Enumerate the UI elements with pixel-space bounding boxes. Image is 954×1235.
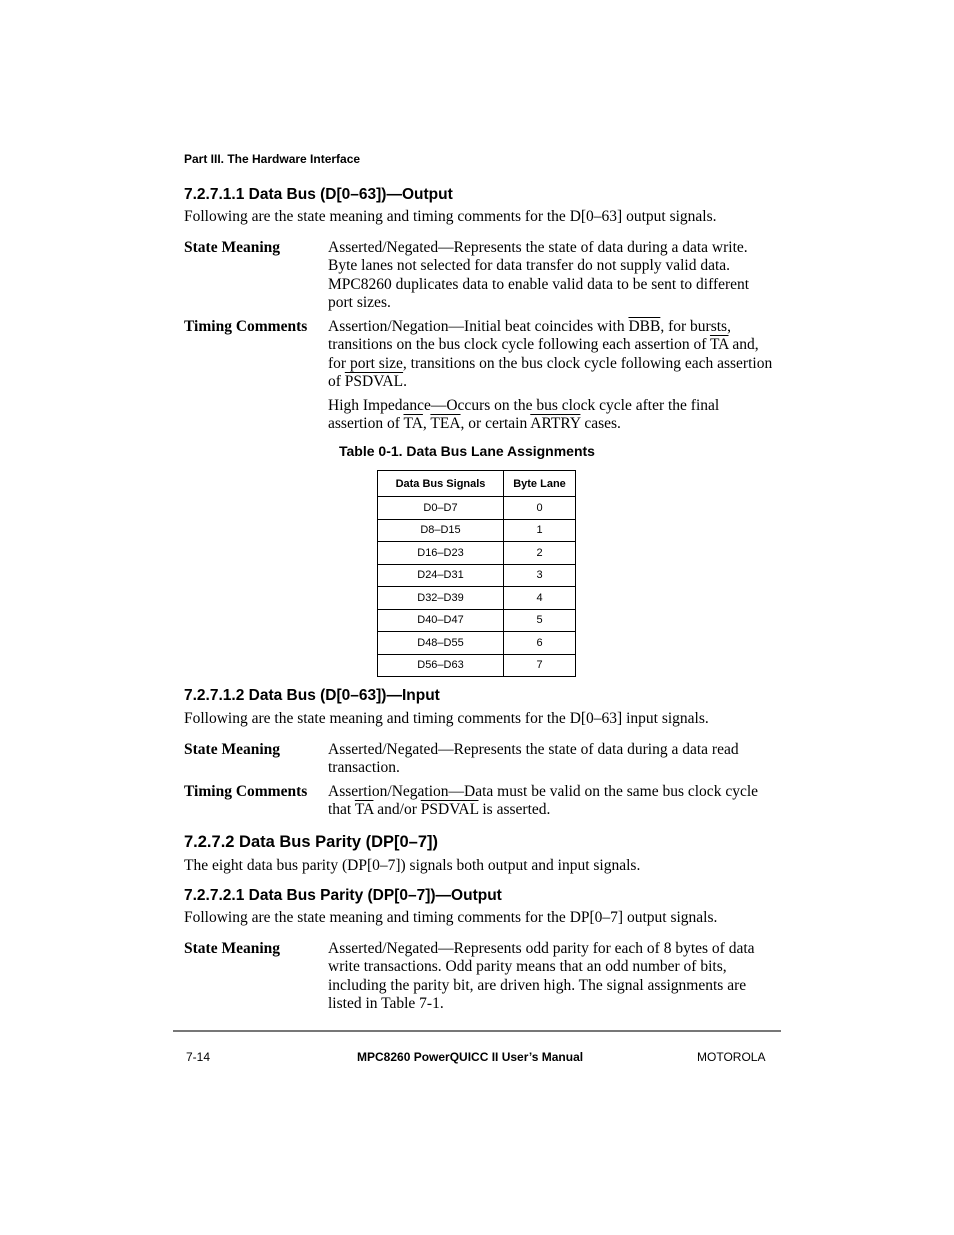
table-cell: D48–D55 — [378, 632, 504, 655]
table-cell: D32–D39 — [378, 587, 504, 610]
state-meaning-label: State Meaning — [184, 239, 281, 256]
table-cell: D16–D23 — [378, 542, 504, 565]
timing-comments-label: Timing Comments — [184, 783, 308, 800]
signal-dbb: $\overline{DBB}$ — [628, 318, 661, 335]
signal-ta: $\overline{TA}$ — [354, 801, 374, 819]
table-cell: D0–D7 — [378, 497, 504, 520]
table-cell: D40–D47 — [378, 609, 504, 632]
running-head: Part III. The Hardware Interface — [184, 152, 361, 166]
table-cell: 7 — [504, 654, 576, 677]
section-intro-dp-output: Following are the state meaning and timing comments for the DP[0–7] output signals. — [184, 909, 718, 926]
table-header-byte-lane: Byte Lane — [504, 471, 576, 497]
table-cell: 0 — [504, 497, 576, 520]
data-bus-lane-table — [377, 470, 576, 677]
state-meaning-label: State Meaning — [184, 940, 281, 957]
table-row — [378, 654, 576, 677]
footer-title: MPC8260 PowerQUICC II User’s Manual — [357, 1050, 584, 1064]
state-meaning-text: Asserted/Negated—Represents odd parity for each of 8 bytes of data write transactions. Odd parity means that an odd number of bits, including the parity bit, are driven high. The signal assignments are listed in Table 7-1. — [328, 940, 755, 1012]
table-row — [378, 564, 576, 587]
table-caption: Table 0-1. Data Bus Lane Assignments — [339, 443, 595, 459]
signal-psdval: PSDVAL — [420, 801, 479, 819]
table-row — [378, 609, 576, 632]
footer-rule — [173, 1030, 781, 1032]
timing-comments-text: Assertion/Negation—Data must be valid on the same bus clock cycle that $\overline{TA}$ and/or PSDVAL is asserted. — [328, 783, 759, 819]
table-cell: 4 — [504, 587, 576, 610]
table-cell: 5 — [504, 609, 576, 632]
section-intro-d-output: Following are the state meaning and timing comments for the D[0–63] output signals. — [184, 208, 717, 225]
signal-psdval: PSDVAL — [344, 372, 404, 390]
section-intro-dp: The eight data bus parity (DP[0–7]) signals both output and input signals. — [184, 857, 641, 874]
table-row — [378, 542, 576, 565]
table-row — [378, 519, 576, 542]
table-cell: 6 — [504, 632, 576, 655]
timing-comments-label: Timing Comments — [184, 318, 308, 335]
table-header-signals: Data Bus Signals — [378, 471, 504, 497]
state-meaning-text: Asserted/Negated—Represents the state of data during a data write. Byte lanes not selected for data transfer do not supply valid data. MPC8260 duplicates data to enable valid data to be sent to different port sizes. — [328, 239, 750, 311]
table-cell: 1 — [504, 519, 576, 542]
footer-brand: MOTOROLA — [697, 1050, 766, 1064]
page-number: 7-14 — [186, 1050, 211, 1064]
timing-comments-text: Assertion/Negation—Initial beat coincides with $\overline{DBB}$, for bursts, transitions on the bus clock cycle following each assertion of $\overline{TA}$ and, for port size, transitions on the bus clock cycle following each assertion of PSDVAL. — [328, 318, 773, 390]
section-intro-d-input: Following are the state meaning and timing comments for the D[0–63] input signals. — [184, 710, 709, 727]
state-meaning-text: Asserted/Negated—Represents the state of data during a data read transaction. — [328, 741, 739, 777]
table-cell: D56–D63 — [378, 654, 504, 677]
signal-ta: $\overline{TA}$ — [403, 415, 423, 433]
high-impedance-text: High Impedance—Occurs on the bus clock cycle after the final assertion of $\overline{TA}$, $\overline{TEA}$, or certain ARTRY cases. — [328, 397, 720, 433]
table-row — [378, 587, 576, 610]
section-heading-d-output: 7.2.7.1.1 Data Bus (D[0–63])—Output — [184, 186, 453, 203]
section-heading-dp-output: 7.2.7.2.1 Data Bus Parity (DP[0–7])—Output — [184, 887, 502, 904]
signal-ta: $\overline{TA}$ — [709, 336, 729, 354]
signal-tea: $\overline{TEA}$ — [430, 415, 461, 433]
section-heading-d-input: 7.2.7.1.2 Data Bus (D[0–63])—Input — [184, 687, 440, 704]
state-meaning-label: State Meaning — [184, 741, 281, 758]
section-heading-dp: 7.2.7.2 Data Bus Parity (DP[0–7]) — [184, 833, 439, 851]
table-cell: D24–D31 — [378, 564, 504, 587]
table-cell: D8–D15 — [378, 519, 504, 542]
table-cell: 2 — [504, 542, 576, 565]
table-row — [378, 632, 576, 655]
table-cell: 3 — [504, 564, 576, 587]
table-row — [378, 497, 576, 520]
signal-artry: ARTRY — [530, 415, 581, 433]
